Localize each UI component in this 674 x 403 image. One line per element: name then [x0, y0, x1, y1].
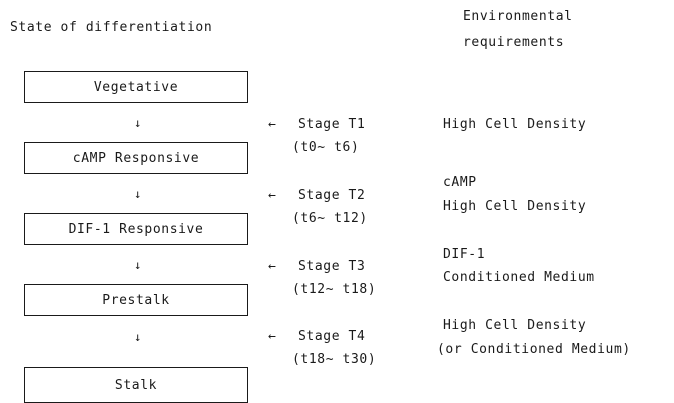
environmental-requirements-header-line2: requirements — [463, 35, 565, 50]
stage-time-range: (t18~ t30) — [292, 352, 377, 367]
state-box-prestalk — [24, 284, 248, 316]
state-box-dif1-responsive — [24, 213, 248, 245]
stage-t4 — [268, 327, 398, 369]
state-box-camp-responsive — [24, 142, 248, 174]
environmental-requirements-header-line1: Environmental — [463, 9, 573, 24]
down-arrow-icon: ↓ — [134, 116, 142, 130]
stage-time-range: (t6~ t12) — [292, 211, 368, 226]
down-arrow-icon: ↓ — [134, 330, 142, 344]
stage-time-range: (t0~ t6) — [292, 140, 360, 155]
left-arrow-icon: ← — [268, 187, 277, 203]
stage-label: Stage T1 — [298, 116, 366, 132]
stage-time-range: (t12~ t18) — [292, 282, 377, 297]
stage-label: Stage T2 — [298, 187, 366, 203]
stage-t3 — [268, 257, 398, 299]
requirement-text: High Cell Density — [443, 318, 587, 333]
state-label-dif1-responsive: DIF-1 Responsive — [68, 221, 204, 237]
requirement-text: cAMP — [443, 175, 477, 190]
requirement-text: (or Conditioned Medium) — [437, 342, 631, 357]
state-label-prestalk: Prestalk — [102, 292, 170, 308]
stage-t2 — [268, 186, 398, 228]
stage-label: Stage T3 — [298, 258, 366, 274]
requirement-text: High Cell Density — [443, 117, 587, 132]
state-label-stalk: Stalk — [114, 377, 158, 393]
down-arrow-icon: ↓ — [134, 187, 142, 201]
stage-t1 — [268, 115, 398, 157]
requirement-text: Conditioned Medium — [443, 270, 595, 285]
requirement-text: DIF-1 — [443, 247, 486, 262]
left-arrow-icon: ← — [268, 116, 277, 132]
stage-label: Stage T4 — [298, 328, 366, 344]
requirement-text: High Cell Density — [443, 199, 587, 214]
left-arrow-icon: ← — [268, 258, 277, 274]
state-box-stalk — [24, 367, 248, 403]
state-label-camp-responsive: cAMP Responsive — [72, 150, 200, 166]
state-box-vegetative — [24, 71, 248, 103]
state-label-vegetative: Vegetative — [93, 79, 179, 95]
down-arrow-icon: ↓ — [134, 258, 142, 272]
left-arrow-icon: ← — [268, 328, 277, 344]
state-of-differentiation-header: State of differentiation — [10, 20, 213, 35]
